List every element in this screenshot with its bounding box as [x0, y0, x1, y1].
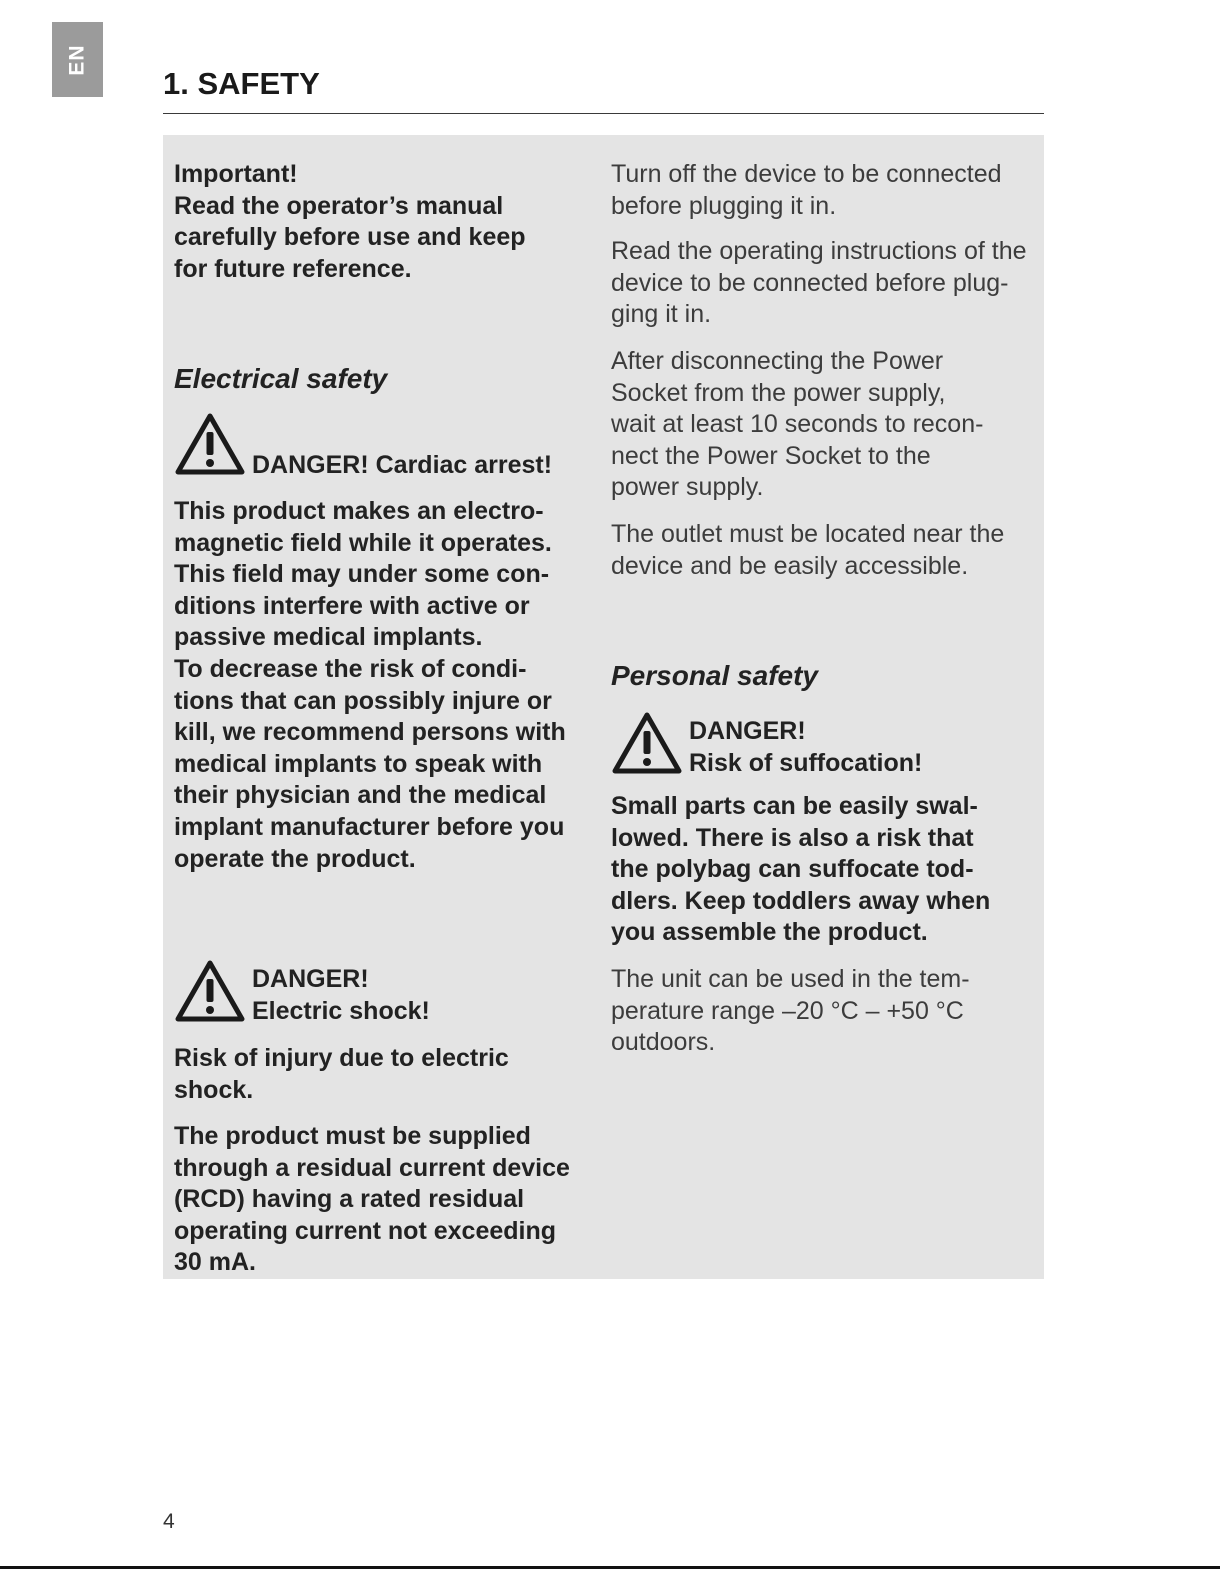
text-line: dlers. Keep toddlers away when — [611, 886, 991, 915]
text-line: lowed. There is also a risk that — [611, 823, 974, 852]
suffocation-warning-text — [611, 791, 1039, 949]
cardiac-danger-callout — [174, 412, 599, 479]
electrical-safety-heading: Electrical safety — [174, 363, 388, 394]
page-title: 1. SAFETY — [163, 66, 320, 101]
text-line: shock. — [174, 1075, 254, 1104]
cardiac-warning-text — [174, 496, 599, 875]
safety-panel — [163, 135, 1044, 1279]
text-line: The product must be supplied — [174, 1122, 531, 1150]
text-line: operate the product. — [174, 844, 416, 873]
danger-line: Electric shock! — [252, 997, 430, 1025]
text-line: Read the operating instructions of the — [611, 237, 1027, 265]
cardiac-danger-label: DANGER! Cardiac arrest! — [252, 451, 553, 479]
text-line: implant manufacturer before you — [174, 812, 565, 841]
important-line: carefully before use and keep — [174, 223, 526, 252]
text-line: The outlet must be located near the — [611, 520, 1005, 548]
paragraph-read-instructions — [611, 236, 1039, 331]
important-line: Read the operator’s manual — [174, 191, 504, 220]
text-line: This product makes an electro- — [174, 497, 544, 525]
suffocation-danger-label — [689, 715, 922, 779]
danger-line: DANGER! — [252, 965, 369, 993]
title-rule — [163, 113, 1044, 114]
text-line: perature range –20 °C – +50 °C — [611, 996, 964, 1025]
text-line: the polybag can suffocate tod- — [611, 855, 974, 884]
shock-risk-text — [174, 1043, 599, 1106]
text-line: To decrease the risk of condi- — [174, 654, 527, 683]
page-bottom-edge — [0, 1566, 1220, 1569]
text-line: magnetic field while it operates. — [174, 528, 552, 557]
text-line: (RCD) having a rated residual — [174, 1185, 525, 1214]
paragraph-reconnect — [611, 346, 1039, 504]
text-line: medical implants to speak with — [174, 749, 543, 778]
danger-line: Risk of suffocation! — [689, 749, 923, 777]
text-line: through a residual current device — [174, 1153, 570, 1182]
warning-triangle-icon — [174, 412, 246, 476]
text-line: Socket from the power supply, — [611, 378, 946, 407]
shock-danger-label — [252, 963, 430, 1027]
shock-danger-callout — [174, 957, 599, 1025]
text-line: device and be easily accessible. — [611, 551, 969, 580]
text-line: outdoors. — [611, 1028, 716, 1057]
personal-safety-heading: Personal safety — [611, 660, 818, 691]
text-line: 30 mA. — [174, 1248, 256, 1277]
text-line: nect the Power Socket to the — [611, 441, 931, 470]
text-line: After disconnecting the Power — [611, 347, 944, 375]
text-line: Small parts can be easily swal- — [611, 792, 978, 820]
text-line: power supply. — [611, 473, 764, 502]
text-line: tions that can possibly injure or — [174, 686, 552, 715]
important-notice — [174, 159, 599, 285]
text-line: The unit can be used in the tem- — [611, 965, 970, 993]
paragraph-temperature — [611, 964, 1039, 1059]
language-tab-label: EN — [65, 43, 89, 76]
paragraph-turn-off — [611, 159, 1039, 222]
text-line: their physician and the medical — [174, 781, 547, 810]
text-line: before plugging it in. — [611, 191, 837, 220]
text-line: passive medical implants. — [174, 623, 483, 652]
paragraph-outlet — [611, 519, 1039, 582]
warning-triangle-icon — [611, 711, 683, 775]
important-line: for future reference. — [174, 254, 412, 283]
text-line: kill, we recommend persons with — [174, 718, 566, 747]
text-line: Risk of injury due to electric — [174, 1044, 509, 1072]
warning-triangle-icon — [174, 959, 246, 1023]
rcd-requirement-text — [174, 1121, 599, 1279]
text-line: device to be connected before plug- — [611, 268, 1009, 297]
text-line: This field may under some con- — [174, 560, 550, 589]
text-line: operating current not exceeding — [174, 1216, 557, 1245]
text-line: wait at least 10 seconds to recon- — [611, 410, 984, 439]
text-line: Turn off the device to be connected — [611, 160, 1002, 188]
text-line: you assemble the product. — [611, 918, 928, 947]
language-tab — [52, 22, 103, 97]
suffocation-danger-callout — [611, 709, 1039, 777]
danger-line: DANGER! — [689, 717, 806, 745]
page-number: 4 — [163, 1510, 175, 1533]
important-line: Important! — [174, 160, 298, 188]
text-line: ging it in. — [611, 300, 712, 329]
text-line: ditions interfere with active or — [174, 591, 530, 620]
